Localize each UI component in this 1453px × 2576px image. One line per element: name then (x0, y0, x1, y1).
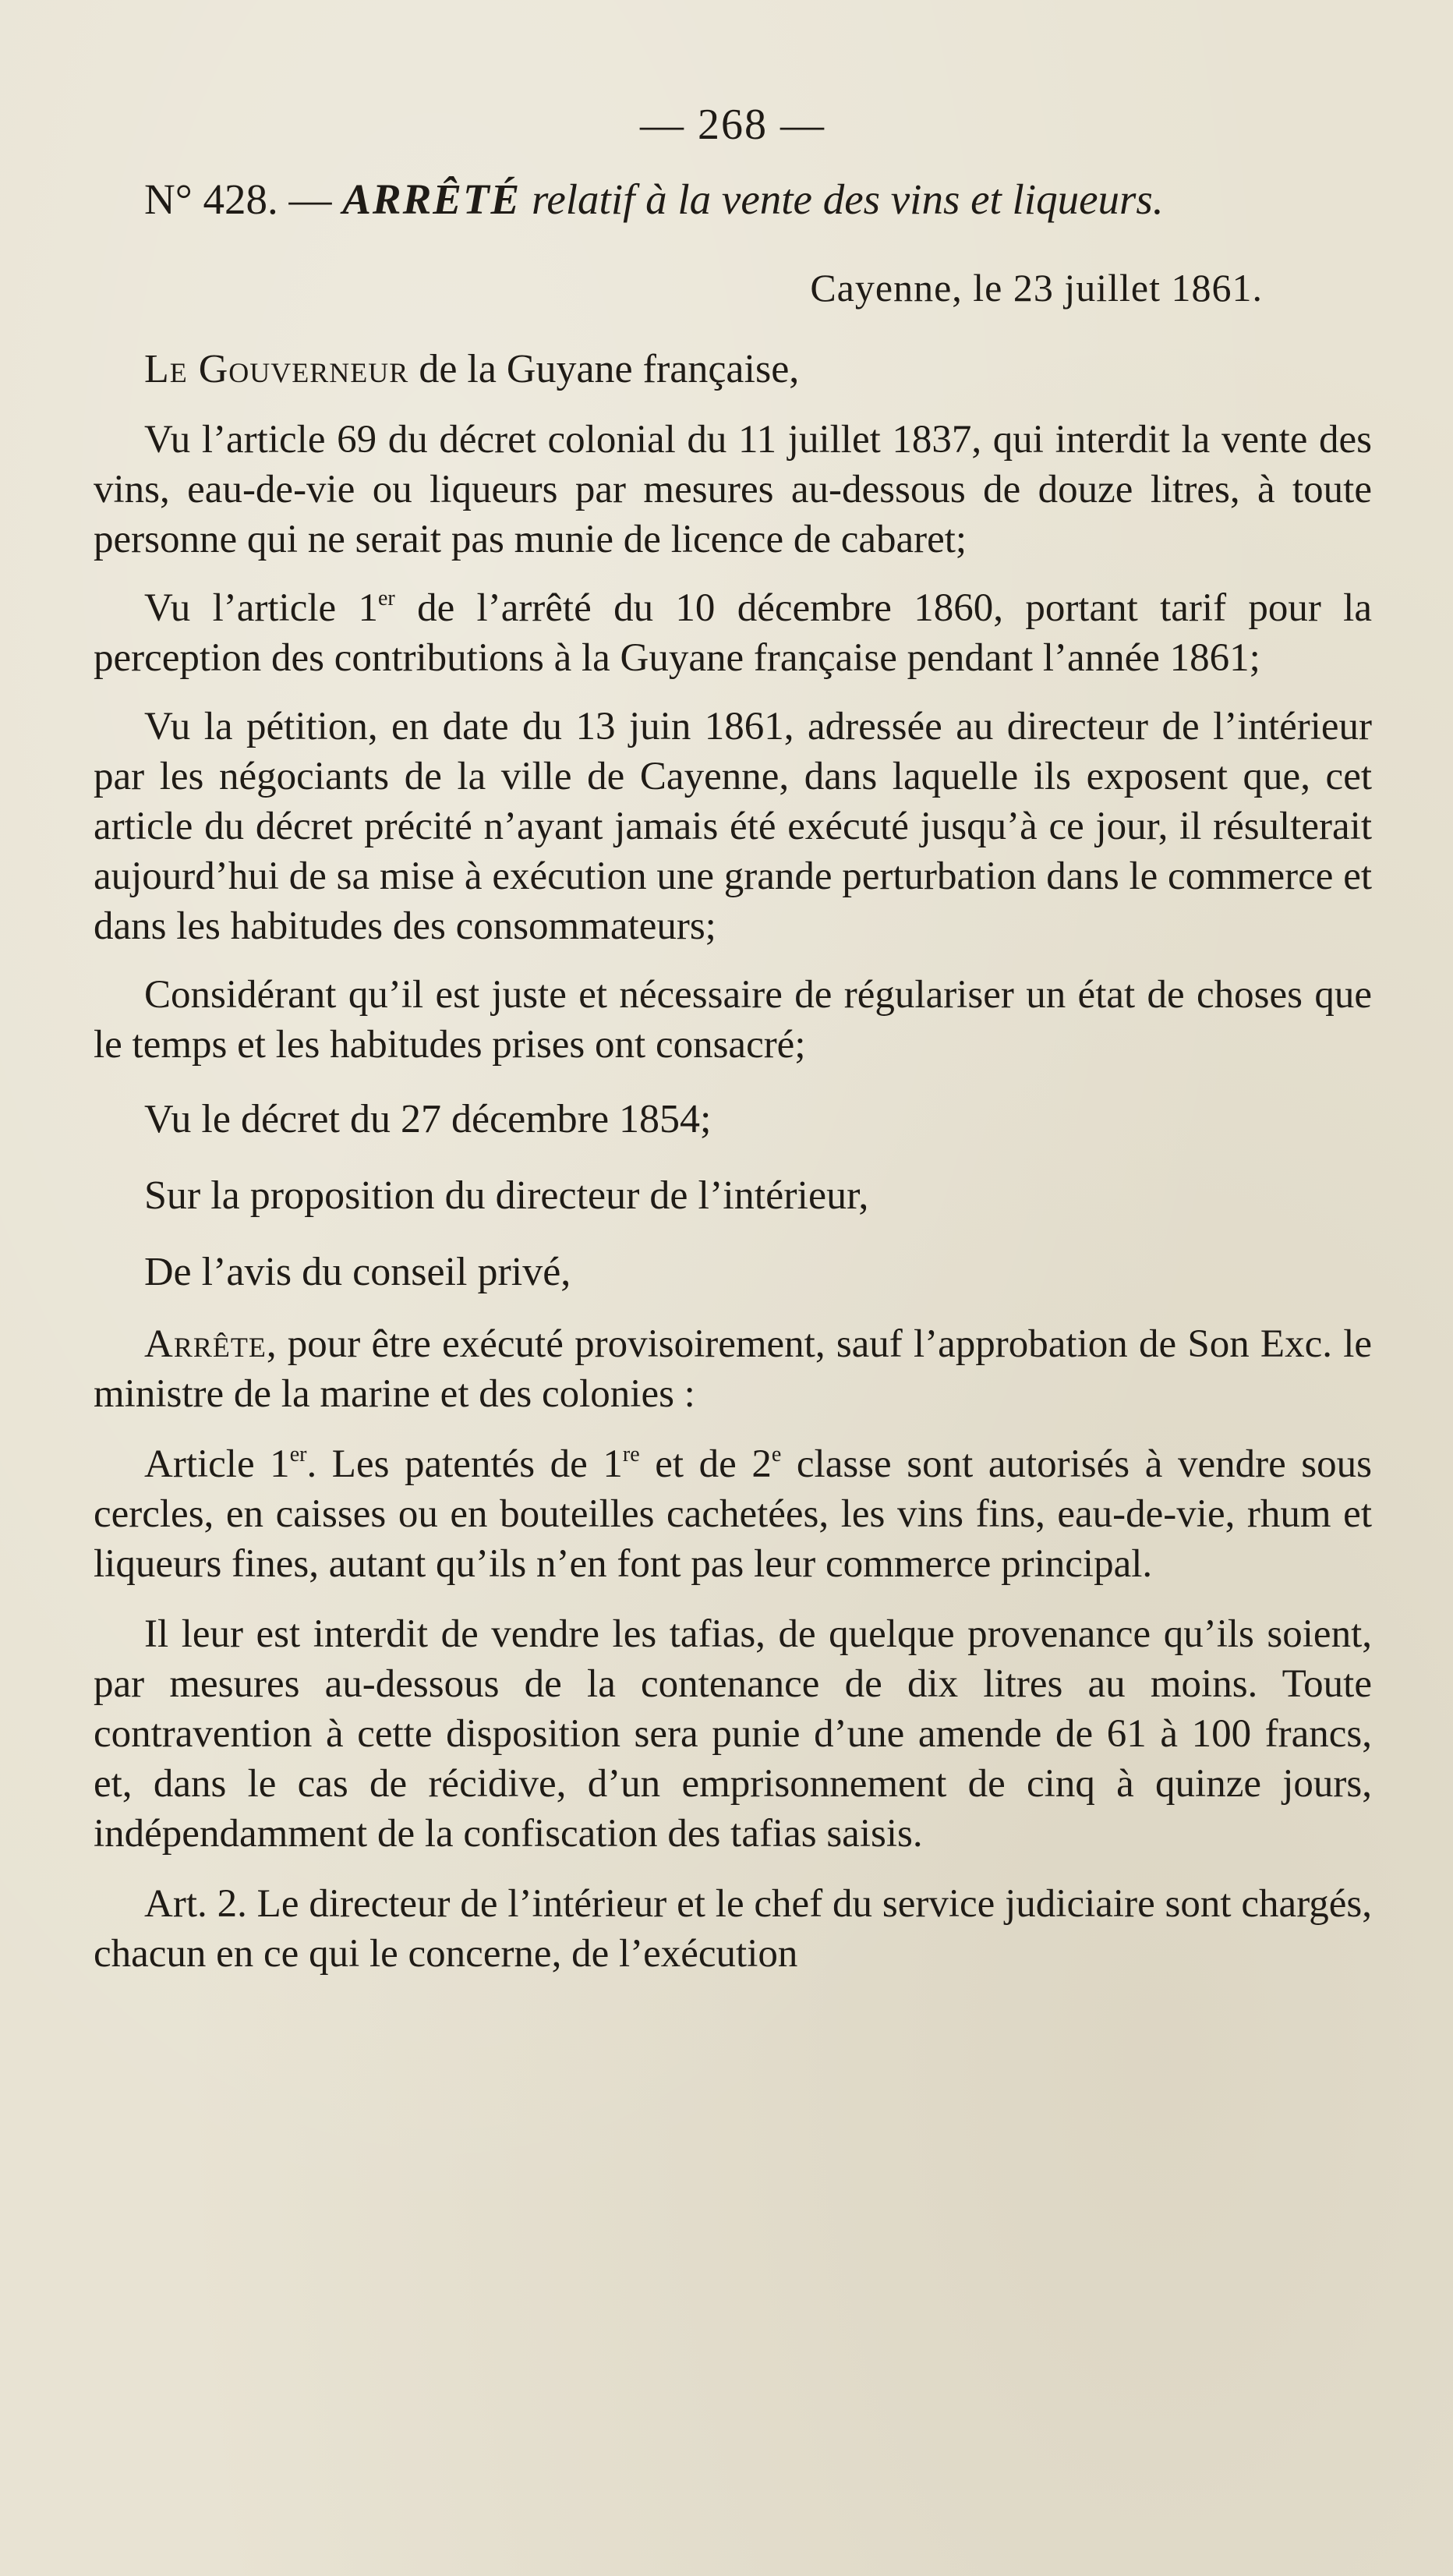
decree-heading (144, 167, 1372, 232)
article-1-label-sup: er (289, 1442, 307, 1467)
article-1-label: Article 1 (144, 1442, 290, 1486)
decree-title (342, 175, 1163, 223)
arrete-1860-text-before: Vu l’article 1 (144, 586, 378, 630)
intro-line (144, 343, 1372, 396)
article-1-text-a: . Les patentés de 1 (306, 1442, 623, 1486)
paragraph-article-69: Vu l’article 69 du décret colonial du 11 juillet 1837, qui interdit la vente des vins, eau-de-vie ou liqueurs par mesures au-dessous de douze litres, à toute personne qui ne serait pas munie de licence de cabaret; (94, 418, 1372, 561)
line-decret-1854: Vu le décret du 27 décembre 1854; (144, 1097, 712, 1141)
arrete-caps: Arrête (144, 1322, 267, 1366)
article-1-sup-e: e (771, 1442, 782, 1467)
paragraph-arrete (94, 1319, 1372, 1419)
paragraph-considerant: Considérant qu’il est juste et nécessaire de régulariser un état de choses que le temps et les habitudes prises ont consacré; (94, 973, 1372, 1067)
line-proposition: Sur la proposition du directeur de l’intérieur, (144, 1173, 869, 1218)
article-1-sup-re: re (622, 1442, 640, 1467)
paragraph-article-1 (94, 1439, 1372, 1589)
document-body (94, 92, 1372, 1979)
decree-number: N° 428. (144, 175, 278, 223)
article-1-text-b: et de 2 (639, 1442, 772, 1486)
page-number: — 268 — (640, 101, 825, 149)
arrete-rest: , pour être exécuté provisoirement, sauf l’approbation de Son Exc. le ministre de la marine et des colonies : (94, 1322, 1372, 1416)
decree-title-caps: ARRÊTÉ (342, 175, 521, 223)
paragraph-arrete-1860 (94, 583, 1372, 683)
date-line: Cayenne, le 23 juillet 1861. (810, 266, 1263, 310)
intro-caps: Le Gouverneur (144, 347, 409, 391)
intro-rest: de la Guyane française, (419, 347, 800, 391)
article-1-text-c: classe sont autorisés à vendre sous cercles, en caisses ou en bouteilles cachetées, les vins fins, eau-de-vie, rhum et liqueurs fines, autant qu’ils n’en font pas leur commerce principal. (94, 1442, 1372, 1586)
decree-title-rest: relatif à la vente des vins et liqueurs. (532, 175, 1164, 223)
arrete-1860-text-after: de l’arrêté du 10 décembre 1860, portant tarif pour la perception des contributions à la Guyane française pendant l’année 1861; (94, 586, 1372, 680)
line-avis-conseil: De l’avis du conseil privé, (144, 1250, 571, 1294)
paragraph-petition: Vu la pétition, en date du 13 juin 1861, adressée au directeur de l’intérieur par les négociants de la ville de Cayenne, dans laquelle ils exposent que, cet article du décret précité n’ayant jamais été exécuté jusqu’à ce jour, il résulterait aujourd’hui de sa mise à exécution une grande perturbation dans le commerce et dans les habitudes des consommateurs; (94, 705, 1372, 948)
paragraph-article-2: Art. 2. Le directeur de l’intérieur et le chef du service judiciaire sont chargés, chacun en ce qui le concerne, de l’exécution (94, 1882, 1372, 1976)
arrete-1860-sup: er (377, 586, 395, 610)
heading-dash: — (288, 175, 332, 223)
paragraph-article-1-continued: Il leur est interdit de vendre les tafias, de quelque provenance qu’ils soient, par mesures au-dessous de la contenance de dix litres au moins. Toute contravention à cette disposition sera punie d’une amende de 61 à 100 francs, et, dans le cas de récidive, d’un emprisonnement de cinq à quinze jours, indépendamment de la confiscation des tafias saisis. (94, 1612, 1372, 1856)
